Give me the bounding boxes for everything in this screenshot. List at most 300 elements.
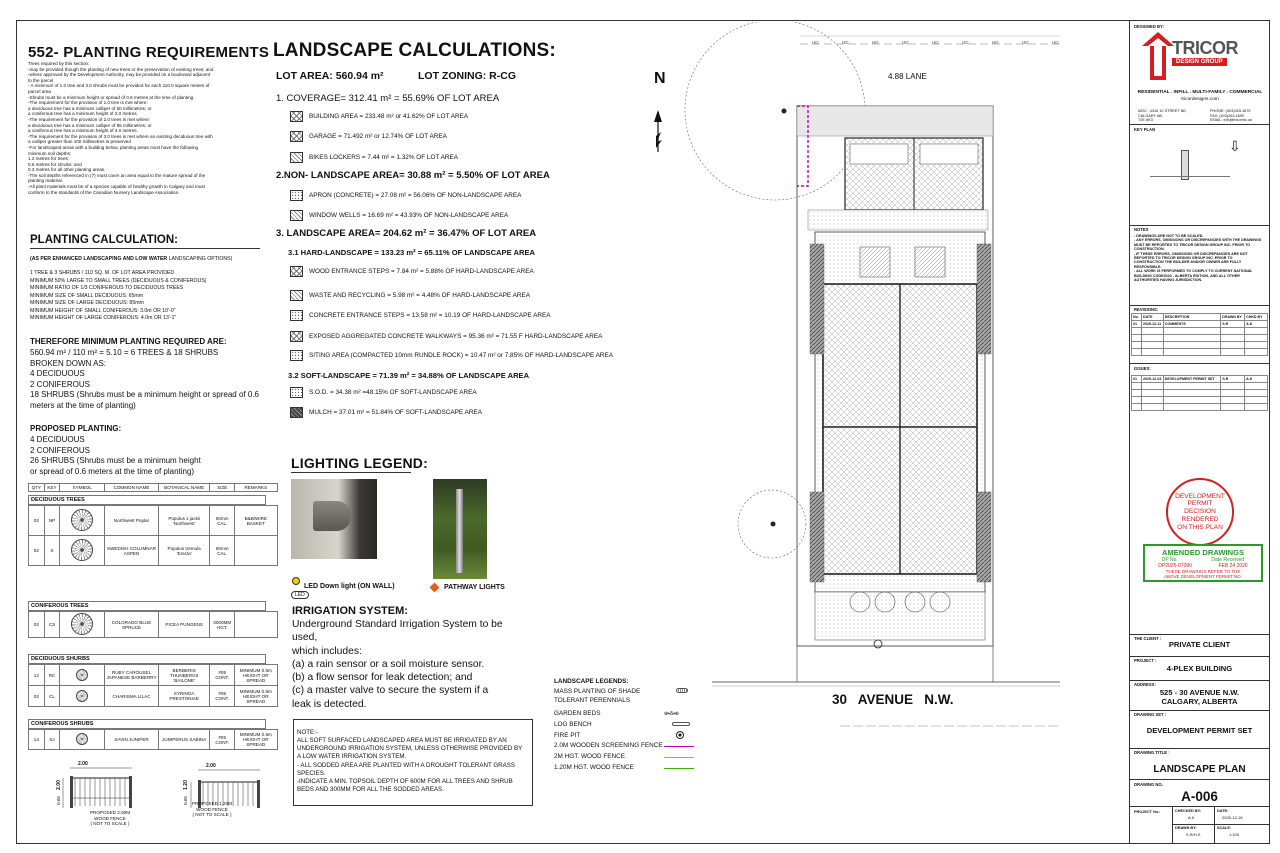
- min-planting-line: 2 CONIFEROUS: [30, 379, 91, 389]
- legend-item: 1.20M HGT. WOOD FENCE: [554, 764, 634, 771]
- fence-b-dim-top: 2.00: [206, 763, 216, 769]
- building-swatch: [290, 111, 303, 122]
- column-header: KEY: [44, 484, 60, 492]
- checked-by-value: A.K: [1188, 815, 1195, 820]
- table-row: [29, 665, 278, 686]
- requirement-line: -The requirement for the provision of 3.0 trees is met where an existing deciduous tree with: [28, 133, 213, 139]
- table-row: [29, 730, 278, 750]
- note-line: -INDICATE A MIN. TOPSOIL DEPTH OF 600M FOR ALL TREES AND SHRUB: [297, 778, 513, 786]
- planting-calc-subtitle-bold: (AS PER ENHANCED LANDSCAPING AND LOW WATER: [30, 256, 168, 262]
- requirement-line: a calliper greater than 100 millimetres is preserved: [28, 139, 131, 145]
- requirement-line: - A minimum of 1.0 tree and 3.0 shrubs must be provided for each 110.0 square meters of: [28, 83, 210, 89]
- amended-date-label: Date Received: [1211, 557, 1245, 563]
- note-line: RESPONSIBLE.: [1134, 264, 1162, 269]
- fence-caption-line: WOOD FENCE: [196, 806, 228, 812]
- calc-mulch: [290, 407, 482, 418]
- table-cell: [1245, 328, 1268, 335]
- plant-section-table: [28, 664, 278, 707]
- stamp-line: RENDERED: [1181, 515, 1219, 523]
- table-cell: 12: [29, 665, 45, 686]
- calc-sod-text: S.O.D. = 34.38 m² =48.15% OF SOFT-LANDSCAPE AREA: [309, 389, 477, 396]
- fence-caption-line: WOOD FENCE: [94, 815, 126, 821]
- table-cell: [60, 686, 105, 707]
- table-cell: COLORADO BLUE SPRUCE: [105, 612, 159, 638]
- divider: [1129, 748, 1270, 749]
- table-row: [29, 686, 278, 707]
- table-cell: [60, 612, 105, 638]
- divider: [1172, 824, 1270, 825]
- scale-value: 1:100: [1229, 832, 1240, 837]
- requirement-line: -Shrubs must be a minimum height or spread of 0.6 metres at the time of planting.: [28, 94, 195, 100]
- calc-sod: [290, 387, 477, 398]
- table-cell: [1163, 349, 1220, 356]
- mulch-swatch: [290, 407, 303, 418]
- requirement-line: -The requirement for the provision of 1.0 tree is met where:: [28, 100, 148, 106]
- table-cell: [1221, 404, 1245, 411]
- requirement-line: minimum soil depths:: [28, 150, 72, 156]
- street-label: 30 AVENUE N.W.: [832, 692, 954, 707]
- calc-line: MINIMUM HEIGHT OF SMALL CONIFEROUS: 3.0m OR 10'-0": [30, 307, 176, 314]
- requirement-line: to the parcel: [28, 77, 54, 83]
- address-line: #202 - 4316 10 STREET NE,: [1138, 109, 1187, 113]
- divider: [30, 248, 260, 249]
- requirement-line: a deciduous tree has a minimum calliper of 85 millimetres; or: [28, 122, 152, 128]
- requirement-line: 0.6 metres for shrubs; and: [28, 161, 82, 167]
- table-cell: [1141, 328, 1163, 335]
- table-cell: 02: [29, 612, 45, 638]
- sod-swatch: [290, 387, 303, 398]
- plant-section-title: CONIFEROUS TREES: [28, 601, 266, 611]
- divider: [1129, 634, 1270, 635]
- company-address: [1138, 109, 1187, 123]
- drawn-by-label: DRAWN BY:: [1175, 826, 1197, 830]
- requirement-line: -may be provided though the planting of new trees or the preservation of existing trees; and: [28, 66, 214, 72]
- min-planting-lines: [30, 348, 259, 412]
- table-cell: [235, 536, 278, 566]
- plant-section-title: CONIFEROUS SHRUBS: [28, 719, 266, 729]
- note-line: CONSTRUCTION.: [1134, 247, 1165, 252]
- divider: [1172, 806, 1173, 844]
- proposed-planting-line: 2 CONIFEROUS: [30, 445, 91, 455]
- min-planting-line: meters at the time of planting): [30, 400, 136, 410]
- plant-symbol-icon: [71, 539, 93, 561]
- apron-swatch: [290, 190, 303, 201]
- note-line: MUST BE REPORTED TO TRICOR DESIGN GROUP INC. PRIOR TO: [1134, 242, 1251, 247]
- table-cell: 01: [1132, 376, 1142, 383]
- note-text: [297, 737, 531, 794]
- calc-line: MINIMUM HEIGHT OF LARGE CONIFEROUS: 4.0m OR 13'-1": [30, 315, 177, 321]
- table-cell: [1221, 328, 1245, 335]
- drawn-by-value: S.R/H.S: [1186, 832, 1201, 837]
- calc-window-text: WINDOW WELLS = 16.69 m² = 43.93% OF NON-LANDSCAPE AREA: [309, 212, 509, 219]
- bikes-swatch: [290, 152, 303, 163]
- table-cell: PICEA PUNGENS: [158, 612, 210, 638]
- proposed-planting-line: or spread of 0.6 meters at the time of planting): [30, 466, 195, 476]
- table-cell: [1245, 349, 1268, 356]
- key-plan-north-icon: ⇩: [1229, 138, 1241, 154]
- requirement-line: planting material.: [28, 178, 63, 184]
- table-cell: [1132, 335, 1142, 342]
- column-header: BOTANICAL NAME: [158, 484, 210, 492]
- table-cell: [1132, 349, 1142, 356]
- table-cell: [60, 536, 105, 566]
- table-cell: [1132, 390, 1142, 397]
- fence-a-dim-top: 2.00: [78, 761, 88, 767]
- address-line: T2E 6K3: [1138, 118, 1153, 123]
- table-cell: [1132, 328, 1142, 335]
- legend-item: FIRE PIT: [554, 732, 581, 739]
- divider: [1214, 806, 1215, 844]
- table-cell: DATE: [1141, 314, 1163, 321]
- project-value: 4-PLEX BUILDING: [1166, 664, 1233, 673]
- wood-steps-swatch: [290, 266, 303, 277]
- address-line: CALGARY AB,: [1138, 113, 1163, 118]
- calc-exposed: [290, 331, 602, 342]
- pathway-label: PATHWAY LIGHTS: [444, 584, 505, 591]
- lighting-legend-title: LIGHTING LEGEND:: [291, 455, 428, 471]
- notes-label: NOTES: [1134, 227, 1149, 232]
- stamp-line: DECISION: [1184, 508, 1216, 516]
- table-cell: S.R: [1221, 376, 1245, 383]
- calc-garage-text: GARAGE = 71.492 m² or 12.74% OF LOT AREA: [309, 133, 447, 140]
- table-cell: [1163, 383, 1221, 390]
- note-line: CONSTRUCTION THE BUILDER AND/OR OWNER ARE FULLY: [1134, 260, 1242, 265]
- table-cell: [235, 612, 278, 638]
- legend-item: MASS PLANTING OF SHADE: [554, 688, 641, 695]
- divider: [1129, 806, 1270, 807]
- calc-garage: [290, 131, 447, 142]
- irrigation-line: (c) a master valve to secure the system if a: [292, 685, 489, 697]
- calc-line: MINIMUM 50% LARGE TO SMALL TREES (DECIDUOUS & CONIFEROUS): [30, 277, 207, 284]
- drawing-no-value: A-006: [1181, 789, 1218, 804]
- table-cell: Populus x jackii 'Northwest': [158, 506, 210, 536]
- amended-foot-1: THESE DRAWINGS REFER TO THE: [1165, 569, 1241, 574]
- table-cell: [1245, 397, 1268, 404]
- lane-label: 4.88 LANE: [888, 72, 927, 81]
- drawing-set-value: DEVELOPMENT PERMIT SET: [1146, 726, 1253, 735]
- table-cell: [60, 665, 105, 686]
- north-label: N: [654, 70, 666, 87]
- column-header: QTY: [29, 484, 45, 492]
- table-cell: 01: [1132, 321, 1142, 328]
- table-row: [1132, 383, 1268, 390]
- table-cell: CS: [44, 612, 60, 638]
- calc-window: [290, 210, 508, 221]
- project-label: PROJECT :: [1134, 658, 1157, 663]
- drawing-no-label: DRAWING NO.: [1134, 782, 1163, 787]
- irrigation-line: Underground Standard Irrigation System to be: [292, 619, 503, 630]
- hd-label: HD: [872, 40, 879, 45]
- planting-requirements-title: 552- PLANTING REQUIREMENTS: [28, 44, 270, 61]
- calc-line: MINIMUM SIZE OF LARGE DECIDUOUS: 85mm: [30, 300, 144, 306]
- table-cell: [1163, 335, 1220, 342]
- table-cell: BERBERIS THUNBERGII 'BAILONE': [158, 665, 210, 686]
- plant-section-table: [28, 729, 278, 750]
- table-row: [29, 536, 278, 566]
- plant-symbol-icon: [76, 733, 88, 745]
- irrigation-title: IRRIGATION SYSTEM:: [292, 605, 408, 617]
- wall-light-fixture: [313, 501, 351, 531]
- table-cell: [1245, 342, 1268, 349]
- hd-label: HD: [962, 40, 969, 45]
- table-cell: [1132, 404, 1142, 411]
- note-line: - ALL SODDED AREA ARE PLANTED WITH A DROUGHT TOLERANT GRASS: [297, 761, 515, 769]
- calc-mulch-text: MULCH = 37.01 m² = 51.84% OF SOFT-LANDSCAPE AREA: [309, 409, 482, 416]
- concrete-steps-swatch: [290, 310, 303, 321]
- proposed-planting-lines: [30, 435, 201, 477]
- table-cell: B&B/WIRE BASKET: [235, 506, 278, 536]
- irrigation-line: which includes:: [292, 645, 362, 657]
- calc-wood-steps: [290, 266, 534, 277]
- column-header: SYMBOL: [60, 484, 105, 492]
- garage-swatch: [290, 131, 303, 142]
- table-cell: [1221, 390, 1245, 397]
- development-permit-stamp: [1166, 478, 1234, 546]
- table-cell: 02: [29, 686, 45, 707]
- legend-item: 2.0M WOODEN SCREENING FENCE: [554, 742, 663, 749]
- title-block-border: [1129, 20, 1130, 844]
- table-row: [29, 506, 278, 536]
- table-cell: DESCRIPTION: [1163, 314, 1220, 321]
- table-cell: SYRINGA PRESTONIAE: [158, 686, 210, 707]
- note-line: ALL SOFT SURFACED LANDSCAPED AREA MUST BE IRRIGATED BY AN: [297, 737, 507, 744]
- requirement-line: Trees required by this section:: [28, 61, 90, 66]
- requirement-line: a coniferous tree has a minimum height of 2.0 metres.: [28, 111, 138, 117]
- table-row: [1132, 314, 1268, 321]
- calc-concrete-steps-text: CONCRETE ENTRANCE STEPS = 13.58 m² = 10.19 OF HARD-LANDSCAPE AREA: [309, 312, 551, 319]
- irrigation-line: (a) a rain sensor or a soil moisture sensor.: [292, 658, 485, 670]
- legend-item: GARDEN BEDS: [554, 710, 601, 717]
- lot-zoning: LOT ZONING: R-CG: [418, 70, 516, 82]
- calc-waste: [290, 290, 530, 301]
- calc-line: MINIMUM RATIO OF 1/3 CONIFEROUS TO DECIDUOUS TREES: [30, 285, 184, 291]
- requirement-line: -For landscaped areas with a building below, planting areas must have the following: [28, 144, 199, 150]
- table-row: [1132, 390, 1268, 397]
- amended-date: FEB 24 2026: [1218, 563, 1248, 569]
- company-contact: [1210, 109, 1252, 123]
- min-planting-line: 560.94 m² / 110 m² = 5.10 = 6 TREES & 18 SHRUBS: [30, 348, 219, 357]
- column-header: REMARKS: [235, 484, 278, 492]
- logo-text: TRICOR: [1172, 38, 1238, 58]
- key-plan-road: [1150, 176, 1230, 177]
- table-cell: MINIMUM 0.6m HEIGHT OR SPREAD: [235, 686, 278, 707]
- hd-label: HD: [1052, 40, 1059, 45]
- planting-calculation-title: PLANTING CALCULATION:: [30, 234, 178, 246]
- table-cell: RUBY CAROUSEL JAPANESE BARBERRY: [105, 665, 159, 686]
- stamp-line: ON THIS PLAN: [1177, 523, 1223, 531]
- table-cell: [1141, 383, 1163, 390]
- soft-landscape: 3.2 SOFT-LANDSCAPE = 71.39 m² = 34.88% OF LANDSCAPE AREA: [288, 371, 530, 380]
- revisions-label: REVISIONS:: [1134, 307, 1159, 312]
- note-line: SPECIES.: [297, 769, 326, 777]
- column-header: SIZE: [210, 484, 235, 492]
- calc-bikes: [290, 152, 458, 163]
- company-website: tricordesigns.com: [1181, 97, 1219, 102]
- table-row: [1132, 404, 1268, 411]
- table-cell: NP: [44, 506, 60, 536]
- stamp-text: [1175, 493, 1225, 532]
- plant-section-title: DECIDUOUS TREES: [28, 495, 266, 505]
- table-cell: 02: [29, 506, 45, 536]
- table-cell: 02: [29, 536, 45, 566]
- table-cell: 2025-12-03: [1142, 377, 1162, 381]
- requirement-line: 1.2 metres for trees;: [28, 156, 70, 162]
- client-value: PRIVATE CLIENT: [1168, 640, 1231, 649]
- hd-label: HD: [842, 40, 849, 45]
- waste-swatch: [290, 290, 303, 301]
- table-cell: [1141, 404, 1163, 411]
- note-line: A LOW WATER IRRIGATION SYSTEM.: [297, 753, 407, 761]
- calc-apron: [290, 190, 521, 201]
- plant-symbol-icon: [76, 669, 88, 681]
- contact-line: EMAIL: info@tricorinc.ca: [1210, 118, 1252, 123]
- table-cell: COMMENTS: [1163, 321, 1220, 328]
- led-tag: LED: [291, 591, 309, 599]
- table-cell: [1245, 383, 1268, 390]
- table-cell: MINIMUM 0.6m HEIGHT OR SPREAD: [235, 730, 278, 750]
- table-cell: [1141, 342, 1163, 349]
- legend-item: LOG BENCH: [554, 721, 592, 728]
- table-row: [1132, 376, 1268, 383]
- table-cell: A.K: [1245, 321, 1268, 328]
- plant-symbol-icon: [76, 690, 88, 702]
- divider: [1129, 225, 1270, 226]
- hard-landscape: 3.1 HARD-LANDSCAPE = 133.23 m² = 65.11% OF LANDSCAPE AREA: [288, 248, 536, 257]
- table-cell: SJ: [44, 730, 60, 750]
- tricor-logo: [1142, 32, 1172, 78]
- requirement-line: a deciduous tree has a minimum calliper of 50 millimetres; or: [28, 105, 152, 111]
- garden-bed-symbol: ⊕•⁂•⊕: [664, 711, 679, 717]
- siting-swatch: [290, 350, 303, 361]
- fence-a-dim-side: 2.00: [55, 780, 62, 790]
- calc-apron-text: APRON (CONCRETE) = 27.08 m² = 56.06% OF NON-LANDSCAPE AREA: [309, 192, 522, 199]
- table-cell: [1132, 383, 1142, 390]
- plant-section-table: [28, 611, 278, 638]
- led-bulb-icon: [292, 577, 300, 585]
- fence-2m-drawing: [63, 768, 132, 808]
- landscape-area: 3. LANDSCAPE AREA= 204.62 m² = 36.47% OF LOT AREA: [276, 228, 537, 239]
- divider: [1129, 305, 1270, 306]
- column-header: COMMON NAME: [105, 484, 159, 492]
- address-line-1: 525 - 30 AVENUE N.W.: [1159, 688, 1240, 697]
- pathway-light-photo: [433, 479, 487, 579]
- table-cell: RC: [44, 665, 60, 686]
- plant-section-title: DECIDUOUS SHURBS: [28, 654, 266, 664]
- irrigation-line: leak is detected.: [292, 698, 367, 710]
- proposed-planting-line: 4 DECIDUOUS: [30, 435, 85, 444]
- calc-exposed-text: EXPOSED AGGREGATED CONCRETE WALKWAYS = 95.36 m² = 71.55 F HARD-LANDSCAPE AREA: [309, 333, 603, 340]
- table-cell: [1163, 328, 1220, 335]
- client-label: THE CLIENT :: [1134, 636, 1162, 641]
- planting-calc-subtitle-rest: LANDSCAPING OPTIONS): [167, 256, 233, 262]
- plant-section-table: [28, 505, 278, 566]
- divider: [1129, 656, 1270, 657]
- requirement-line: a coniferous tree has a minimum height of 4.0 metres.: [28, 128, 138, 134]
- table-cell: SAVIN JUNIPER: [105, 730, 159, 750]
- table-cell: [1221, 342, 1245, 349]
- requirement-line: -The requirement for the provision of 2.0 trees is met where:: [28, 116, 151, 122]
- hd-label: HD: [932, 40, 939, 45]
- address-line-2: CALGARY, ALBERTA: [1161, 697, 1238, 706]
- requirement-line: -The soil depths referenced in (7) must cover an area equal to the mature spread of the: [28, 172, 206, 178]
- table-cell: MINIMUM 0.6m HEIGHT OR SPREAD: [235, 665, 278, 686]
- table-cell: [1141, 397, 1163, 404]
- min-planting-title: THEREFORE MINIMUM PLANTING REQUIRED ARE:: [30, 337, 227, 346]
- note-line: REPORTED TO TRICOR DESIGN GROUP INC. PRIOR TO: [1134, 256, 1233, 261]
- requirement-line: 0.3 metres for all other planting areas.: [28, 167, 106, 173]
- table-cell: Northwest Poplar: [105, 506, 159, 536]
- table-cell: 3000MM HGT.: [210, 612, 235, 638]
- table-cell: CHARISMA LILAC: [105, 686, 159, 707]
- fence-caption-line: ( NOT TO SCALE ): [192, 812, 232, 818]
- min-planting-line: 4 DECIDUOUS: [30, 369, 85, 379]
- table-cell: CHKD BY: [1245, 314, 1268, 321]
- fence-caption-line: PROPOSED 2.00M: [89, 810, 131, 815]
- exposed-swatch: [290, 331, 303, 342]
- irrigation-text: [292, 618, 532, 711]
- table-cell: 60mm CAL.: [210, 506, 235, 536]
- table-cell: [1141, 335, 1163, 342]
- amended-dp-label: DP No.: [1161, 557, 1178, 563]
- fence-b-dim-side: 1.20: [182, 780, 189, 790]
- table-cell: [1163, 390, 1221, 397]
- table-cell: S: [44, 536, 60, 566]
- table-cell: [60, 506, 105, 536]
- fence-caption-line: ( NOT TO SCALE ): [90, 821, 130, 827]
- min-planting-line: BROKEN DOWN AS:: [30, 358, 107, 368]
- note-line: AUTHORITIES HAVING JURISDICTION.: [1134, 278, 1203, 283]
- fence-caption-line: PROPOSED 1.20M: [191, 801, 233, 806]
- table-cell: DRAWN BY: [1221, 314, 1245, 321]
- hd-label: HD: [1022, 40, 1029, 45]
- table-row: [1132, 335, 1268, 342]
- project-no-label: PROJECT No.:: [1134, 810, 1161, 814]
- date-value: 2025-12-16: [1222, 815, 1243, 820]
- calc-line: 1 TREE & 3 SHRUBS / 110 SQ. M. OF LOT AREA PROVIDED: [30, 270, 175, 276]
- fence-a-dim-small: 0.65: [55, 796, 61, 805]
- title-block-table: [1131, 375, 1268, 411]
- table-cell: [1245, 335, 1268, 342]
- calc-concrete-steps: [290, 310, 551, 321]
- note-title: NOTE:-: [297, 729, 318, 736]
- table-row: [1132, 397, 1268, 404]
- fence-a-caption: [80, 810, 140, 827]
- drawing-title-label: DRAWING TITLE :: [1134, 750, 1170, 755]
- issues-label: ISSUES:: [1134, 366, 1151, 371]
- requirement-line: conform to the standards of the Canadian Nursery Landscape Association.: [28, 189, 180, 195]
- drawing-set-label: DRAWING SET :: [1134, 712, 1167, 717]
- hd-label: HD: [992, 40, 999, 45]
- amended-title: AMENDED DRAWINGS: [1161, 548, 1245, 557]
- table-cell: SWEDISH COLUMNAR ASPEN: [105, 536, 159, 566]
- key-plan-label: KEY PLAN: [1134, 127, 1156, 132]
- table-cell: JUNIPERUS SABINA: [158, 730, 210, 750]
- table-cell: [1163, 404, 1221, 411]
- amended-foot-2: ABOVE DEVELOPMENT PERMIT NO.: [1163, 574, 1243, 579]
- address-label: ADDRESS:: [1134, 682, 1156, 687]
- notes-text: [1134, 234, 1268, 282]
- amended-drawings-stamp: [1143, 544, 1263, 582]
- table-cell: [1221, 383, 1245, 390]
- table-cell: #05 CONT.: [210, 686, 235, 707]
- company-tagline: RESIDENTIAL . INFILL . MULTI-FAMILY . COMMERCIAL: [1137, 90, 1263, 95]
- irrigation-line: (b) a flow sensor for leak detection; and: [292, 672, 473, 684]
- table-cell: 14: [29, 730, 45, 750]
- requirement-line: -where approved by the Development Authority, may be provided on a boulevard adjacent: [28, 72, 211, 78]
- table-cell: [1141, 390, 1163, 397]
- hd-label: HD: [812, 40, 819, 45]
- calc-building-text: BUILDING AREA = 233.48 m² or 41.62% OF LOT AREA: [309, 113, 469, 120]
